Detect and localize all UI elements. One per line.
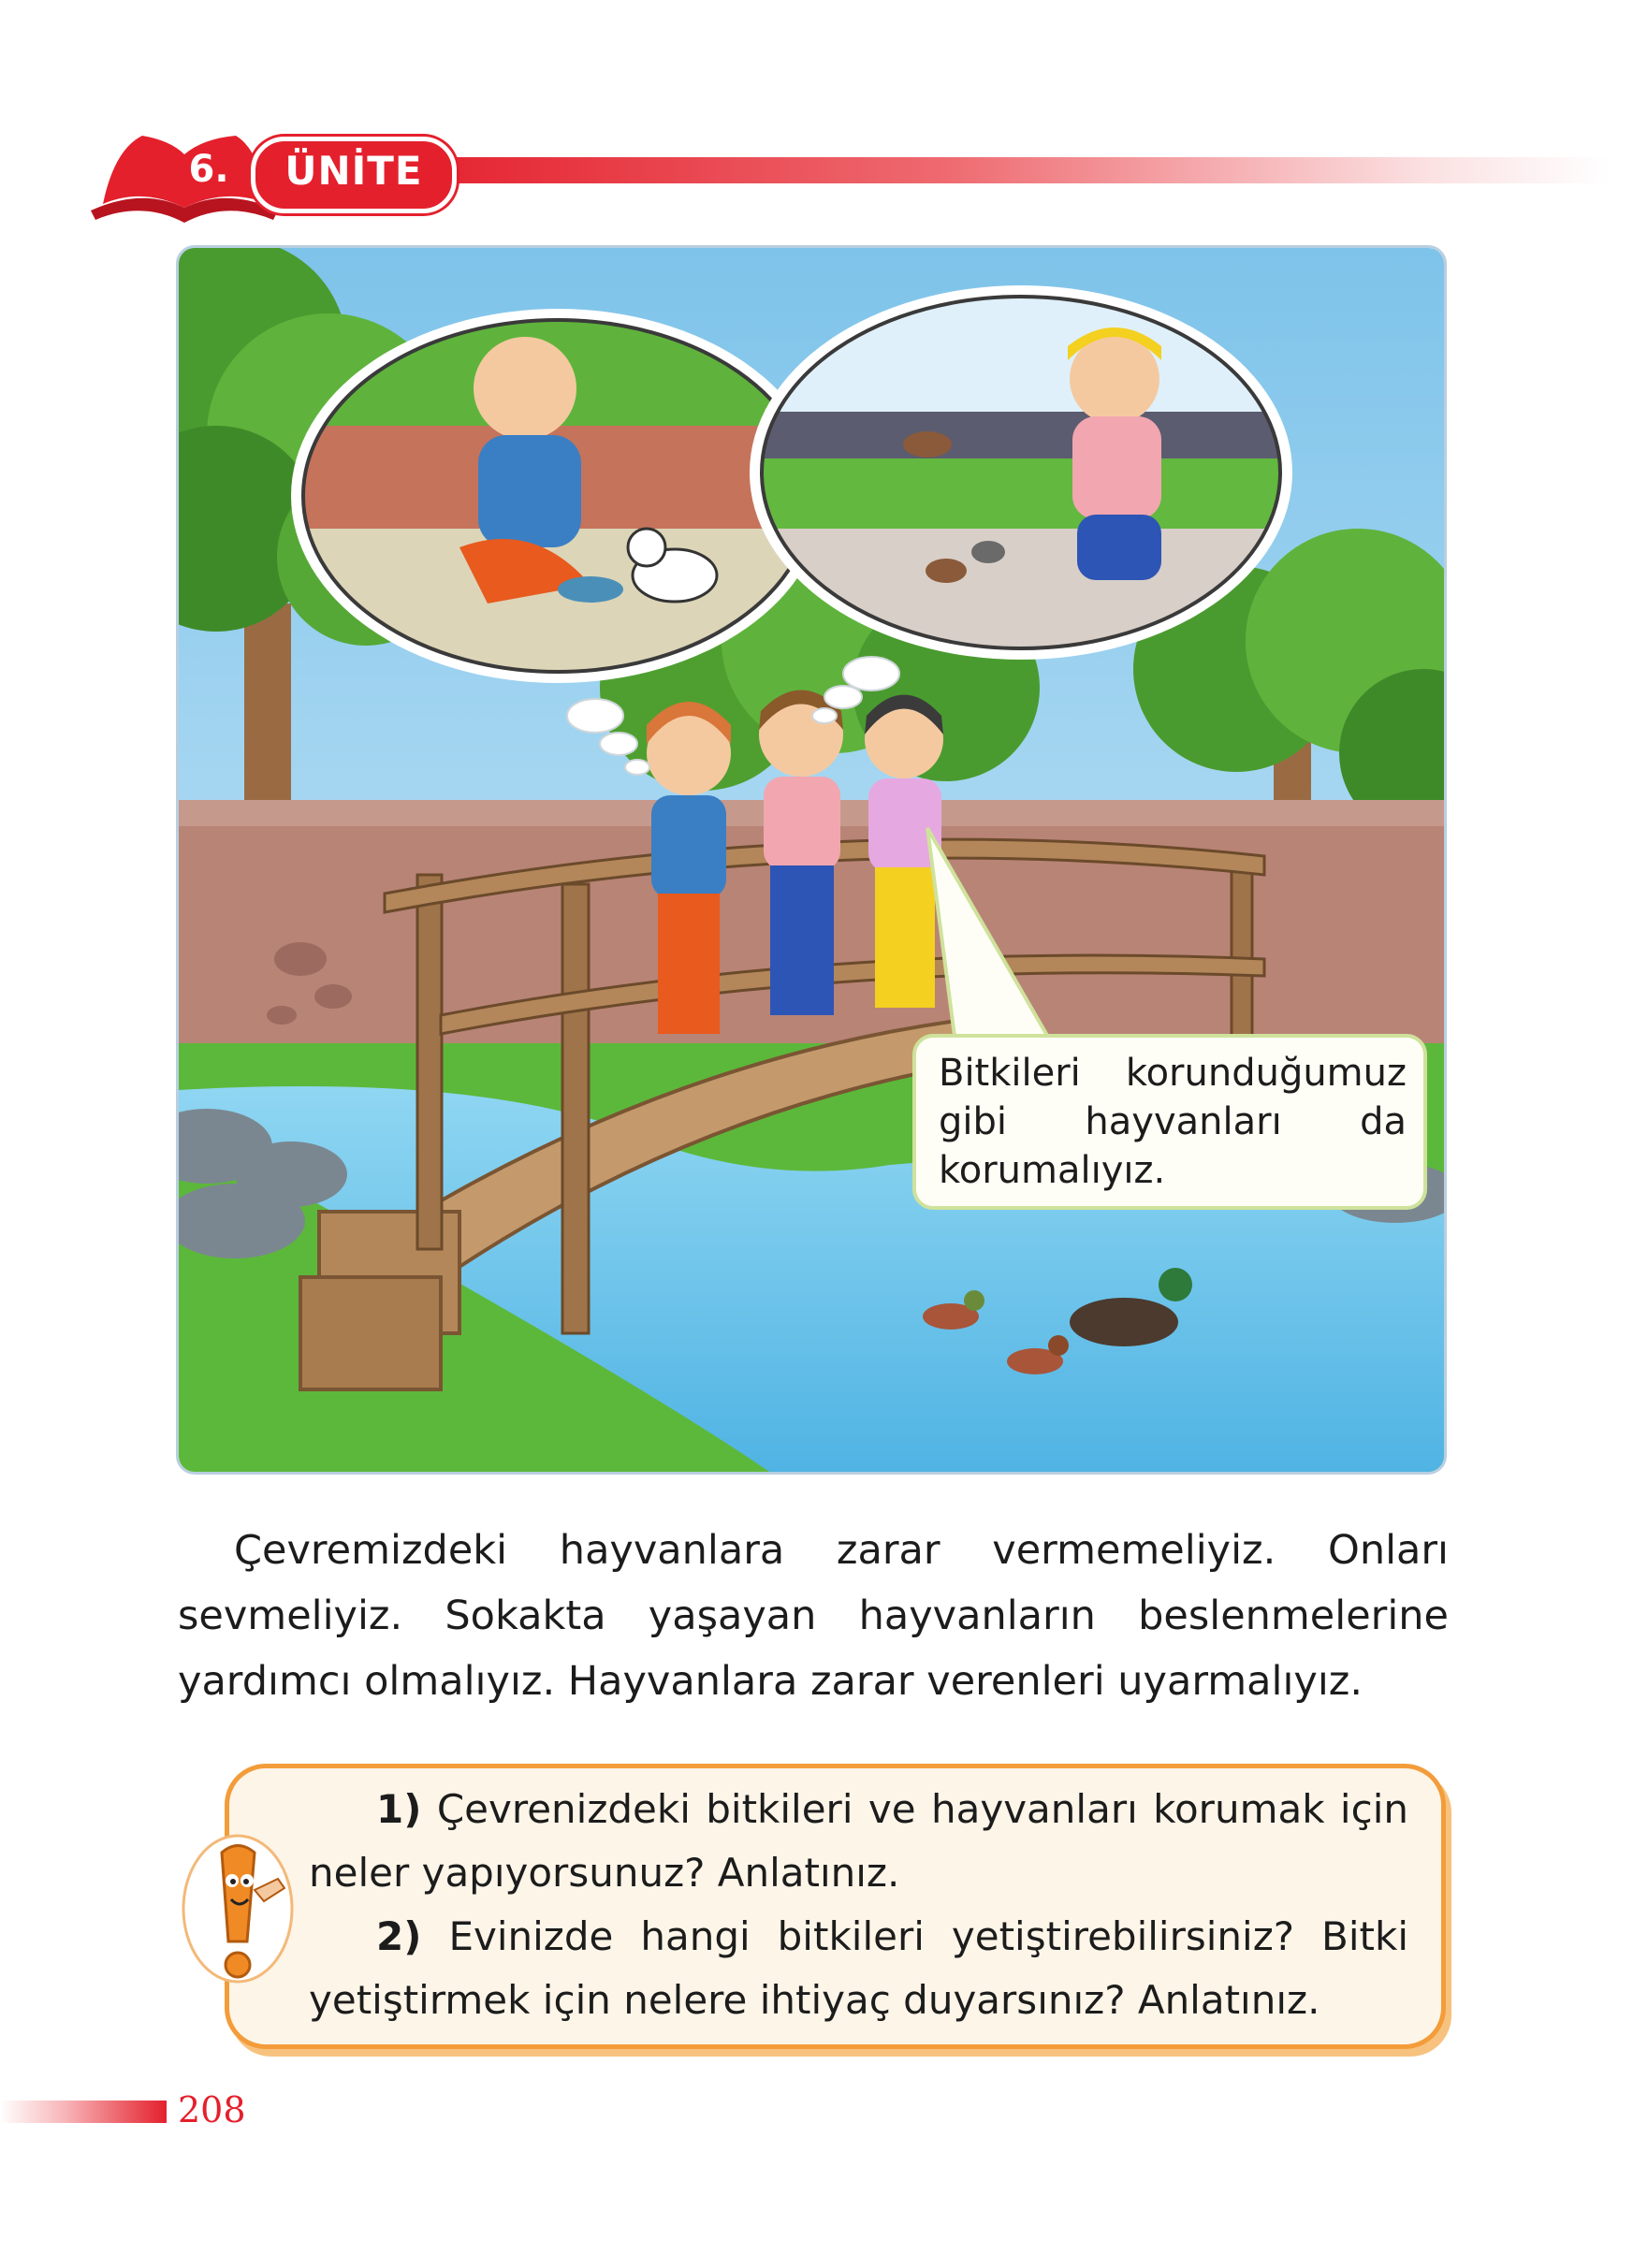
question-1-text: Çevrenizdeki bitkileri ve hayvanları korumak için neler yapıyorsunuz? Anlatınız. <box>309 1786 1408 1896</box>
children <box>647 691 943 1035</box>
question-2-text: Evinizde hangi bitkileri yetiştirebilirsiniz? Bitki yetiştirmek için nelere ihtiyaç duyarsınız? Anlatınız. <box>309 1913 1408 2023</box>
unit-number: 6. <box>188 148 229 191</box>
question-1-number: 1) <box>376 1786 422 1832</box>
page-number: 208 <box>178 2089 246 2130</box>
speech-bubble: Bitkileri korunduğumuz gibi hayvanları da korumalıyız. <box>912 1034 1427 1210</box>
body-paragraph: Çevremizdeki hayvanlara zarar vermemeliyiz. Onları sevmeliyiz. Sokakta yaşayan hayvanların beslenmelerine yardımcı olmalıyız. Hayvanlara zarar verenleri uyarmalıyız. <box>178 1527 1449 1705</box>
question-2 <box>309 1905 1408 2032</box>
footer-bar <box>0 2101 167 2123</box>
question-2-number: 2) <box>376 1913 422 1959</box>
exclamation-mascot-icon <box>180 1834 301 1993</box>
question-1 <box>309 1778 1408 1905</box>
header-bar <box>402 157 1610 183</box>
unit-label: ÜNİTE <box>284 148 423 194</box>
illustration <box>176 245 1447 1475</box>
questions <box>309 1778 1408 2032</box>
park-scene <box>179 248 1447 1475</box>
